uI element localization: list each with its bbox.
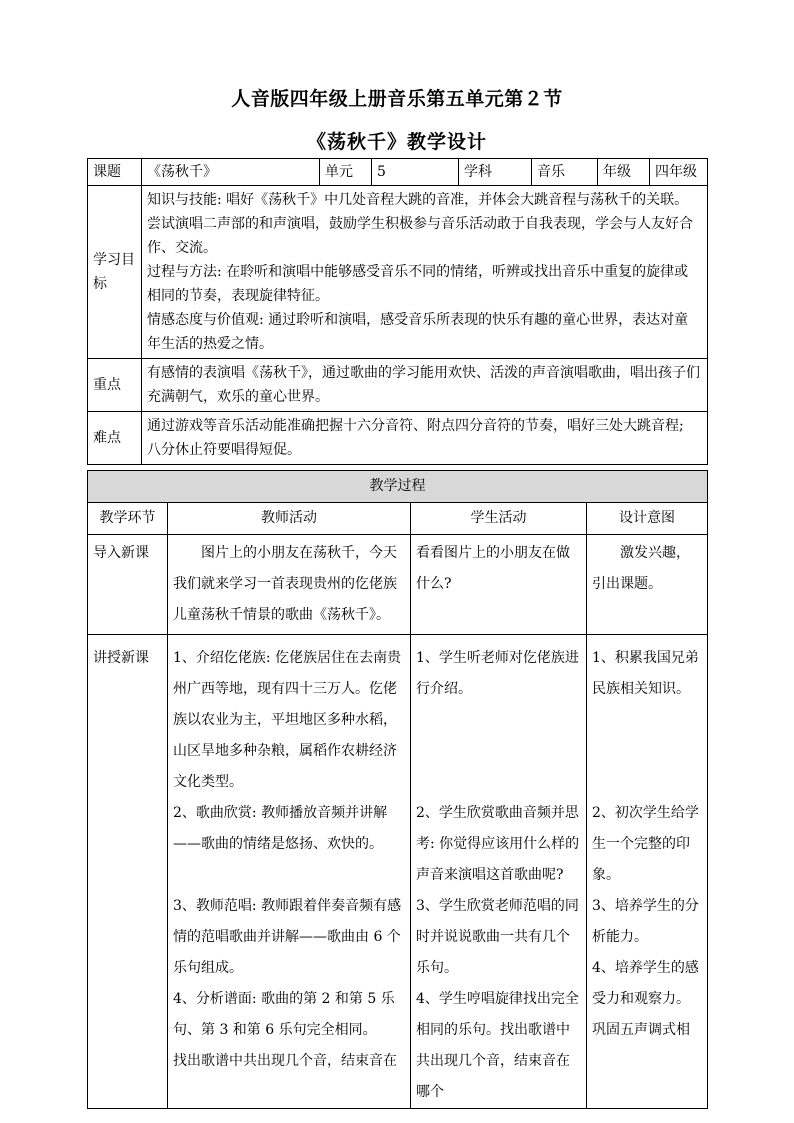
header-student: 学生活动 [411, 503, 587, 535]
teacher-step-5: 找出歌谱中共出现几个音，结束音在 [173, 1053, 397, 1069]
new-lesson-student [411, 635, 587, 1109]
student-step-2: 2、学生欣赏歌曲音频并思考: 你觉得应该用什么样的声音来演唱这首歌曲呢? [416, 805, 580, 883]
grade-value: 四年级 [650, 159, 708, 186]
intro-intent: 激发兴趣，引出课题。 [587, 535, 708, 635]
student-step-4: 4、学生哼唱旋律找出完全相同的乐句。找出歌谱中共出现几个音，结束音在哪个 [416, 991, 579, 1100]
header-teacher: 教师活动 [168, 503, 411, 535]
intro-teacher: 图片上的小朋友在荡秋千，今天我们就来学习一首表现贵州的仡佬族儿童荡秋千情景的歌曲《荡秋千》。 [168, 535, 411, 635]
intent-step-4: 4、培养学生的感受力和观察力。巩固五声调式相 [592, 960, 699, 1038]
teacher-step-4: 4、分析谱面: 歌曲的第 2 和第 5 乐句、第 3 和第 6 乐句完全相同。 [173, 991, 395, 1038]
teacher-step-3: 3、教师范唱: 教师跟着伴奏音频有感情的范唱歌曲并讲解——歌曲由 6 个乐句组成。 [173, 898, 402, 976]
teaching-process-table [87, 470, 708, 1109]
difficulty-row [88, 412, 708, 465]
key-point-text: 有感情的表演唱《荡秋千》，通过歌曲的学习能用欢快、活泼的声音演唱歌曲，唱出孩子们充满朝气，欢乐的童心世界。 [142, 359, 708, 412]
spacer [416, 736, 581, 767]
unit-label: 单元 [320, 159, 372, 186]
teacher-step-1: 1、介绍仡佬族: 仡佬族居住在去南贵州广西等地，现有四十三万人。仡佬族以农业为主，平坦地区多种水稻，山区旱地多种杂粮，属稻作农耕经济文化类型。 [173, 650, 402, 790]
spacer [173, 860, 405, 891]
teacher-step-2: 2、歌曲欣赏: 教师播放音频并讲解——歌曲的情绪是悠扬、欢快的。 [173, 805, 388, 852]
new-lesson-stage: 讲授新课 [88, 635, 168, 1109]
intent-step-2: 2、初次学生给学生一个完整的印象。 [592, 805, 699, 883]
header-intent: 设计意图 [587, 503, 708, 535]
student-step-1: 1、学生听老师对仡佬族进行介绍。 [416, 650, 579, 697]
spacer [592, 767, 702, 798]
grade-label: 年级 [598, 159, 650, 186]
subject-label: 学科 [459, 159, 532, 186]
student-step-3: 3、学生欣赏老师范唱的同时并说说歌曲一共有几个乐句。 [416, 898, 579, 976]
spacer [416, 767, 581, 798]
lesson-info-table [87, 158, 708, 465]
document-subtitle: 《荡秋千》教学设计 [306, 131, 487, 153]
goals-label: 学习目标 [88, 186, 142, 359]
spacer [592, 705, 702, 736]
new-lesson-row [88, 635, 708, 1109]
goal-process: 过程与方法: 在聆听和演唱中能够感受音乐不同的情绪，听辨或找出音乐中重复的旋律或相同的节奏，表现旋律特征。 [147, 264, 689, 304]
intro-student: 看看图片上的小朋友在做什么? [411, 535, 587, 635]
section-title: 教学过程 [88, 471, 708, 503]
key-point-row [88, 359, 708, 412]
section-header-row [88, 471, 708, 503]
key-point-label: 重点 [88, 359, 142, 412]
spacer [416, 705, 581, 736]
intro-row [88, 535, 708, 635]
difficulty-text: 通过游戏等音乐活动能准确把握十六分音符、附点四分音符的节奏，唱好三处大跳音程; 八分休止符要唱得短促。 [142, 412, 708, 465]
document-title: 人音版四年级上册音乐第五单元第２节 [231, 88, 563, 110]
difficulty-label: 难点 [88, 412, 142, 465]
spacer [592, 736, 702, 767]
info-row [88, 159, 708, 186]
topic-value: 《荡秋千》 [142, 159, 320, 186]
goal-emotion: 情感态度与价值观: 通过聆听和演唱，感受音乐所表现的快乐有趣的童心世界，表达对童年生活的热爱之情。 [147, 312, 689, 352]
subject-value: 音乐 [532, 159, 598, 186]
goal-knowledge: 知识与技能: 唱好《荡秋千》中几处音程大跳的音准，并体会大跳音程与荡秋千的关联。尝试演唱二声部的和声演唱，鼓励学生积极参与音乐活动敢于自我表现，学会与人友好合作、交流。 [147, 192, 693, 256]
intro-stage: 导入新课 [88, 535, 168, 635]
new-lesson-teacher [168, 635, 411, 1109]
intent-step-1: 1、积累我国兄弟民族相关知识。 [592, 650, 699, 697]
unit-value: 5 [372, 159, 459, 186]
column-header-row [88, 503, 708, 535]
topic-label: 课题 [88, 159, 142, 186]
new-lesson-intent [587, 635, 708, 1109]
goals-row [88, 186, 708, 359]
header-stage: 教学环节 [88, 503, 168, 535]
intent-step-3: 3、培养学生的分析能力。 [592, 898, 699, 945]
